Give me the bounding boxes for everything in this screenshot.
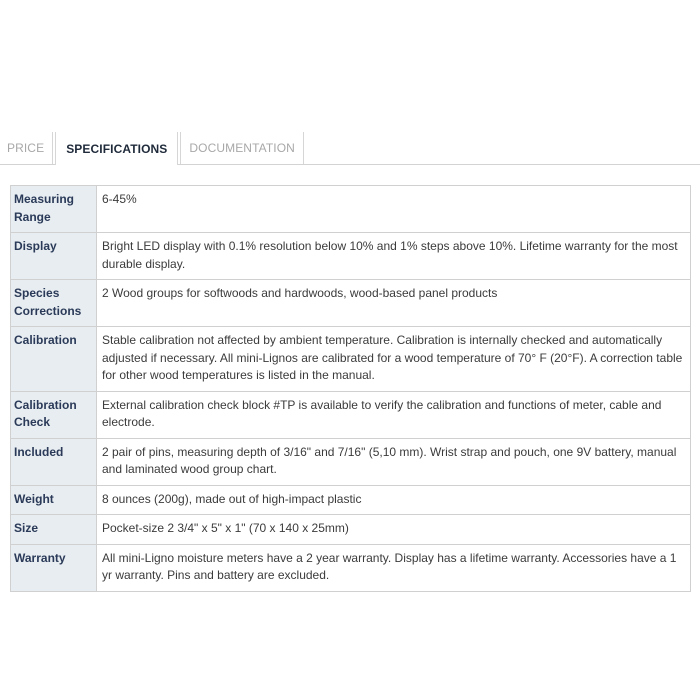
spec-label: Species Corrections — [11, 280, 97, 327]
spec-label: Included — [11, 438, 97, 485]
spec-value: All mini-Ligno moisture meters have a 2 year warranty. Display has a lifetime warranty. Accessories have a 1 yr warranty. Pins and battery are excluded. — [97, 544, 691, 591]
spec-label: Warranty — [11, 544, 97, 591]
tab-price[interactable]: PRICE — [0, 132, 53, 164]
spec-label: Weight — [11, 485, 97, 515]
spec-row-included — [11, 438, 691, 485]
spec-value: External calibration check block #TP is available to verify the calibration and functions of meter, cable and electrode. — [97, 391, 691, 438]
spec-value: 2 Wood groups for softwoods and hardwoods, wood-based panel products — [97, 280, 691, 327]
specifications-table — [10, 185, 691, 592]
spec-row-calibration — [11, 327, 691, 392]
spec-row-measuring-range — [11, 186, 691, 233]
spec-label: Calibration — [11, 327, 97, 392]
tab-bar — [0, 132, 700, 165]
spec-row-size — [11, 515, 691, 545]
spec-value: 2 pair of pins, measuring depth of 3/16" and 7/16" (5,10 mm). Wrist strap and pouch, one 9V battery, manual and laminated wood group chart. — [97, 438, 691, 485]
spec-label: Measuring Range — [11, 186, 97, 233]
spec-label: Calibration Check — [11, 391, 97, 438]
tab-specifications[interactable]: SPECIFICATIONS — [55, 132, 178, 165]
spec-label: Size — [11, 515, 97, 545]
spec-row-calibration-check — [11, 391, 691, 438]
spec-value: Bright LED display with 0.1% resolution below 10% and 1% steps above 10%. Lifetime warranty for the most durable display. — [97, 233, 691, 280]
tab-documentation[interactable]: DOCUMENTATION — [180, 132, 304, 164]
spec-row-weight — [11, 485, 691, 515]
spec-row-display — [11, 233, 691, 280]
spec-value: Stable calibration not affected by ambient temperature. Calibration is internally checked and automatically adjusted if necessary. All mini-Lignos are calibrated for a wood temperature of 70° F (20°F). A correction table for other wood temperatures is listed in the manual. — [97, 327, 691, 392]
spec-value: 6-45% — [97, 186, 691, 233]
spec-row-warranty — [11, 544, 691, 591]
spec-row-species-corrections — [11, 280, 691, 327]
spec-value: Pocket-size 2 3/4" x 5" x 1" (70 x 140 x 25mm) — [97, 515, 691, 545]
spec-label: Display — [11, 233, 97, 280]
spec-value: 8 ounces (200g), made out of high-impact plastic — [97, 485, 691, 515]
